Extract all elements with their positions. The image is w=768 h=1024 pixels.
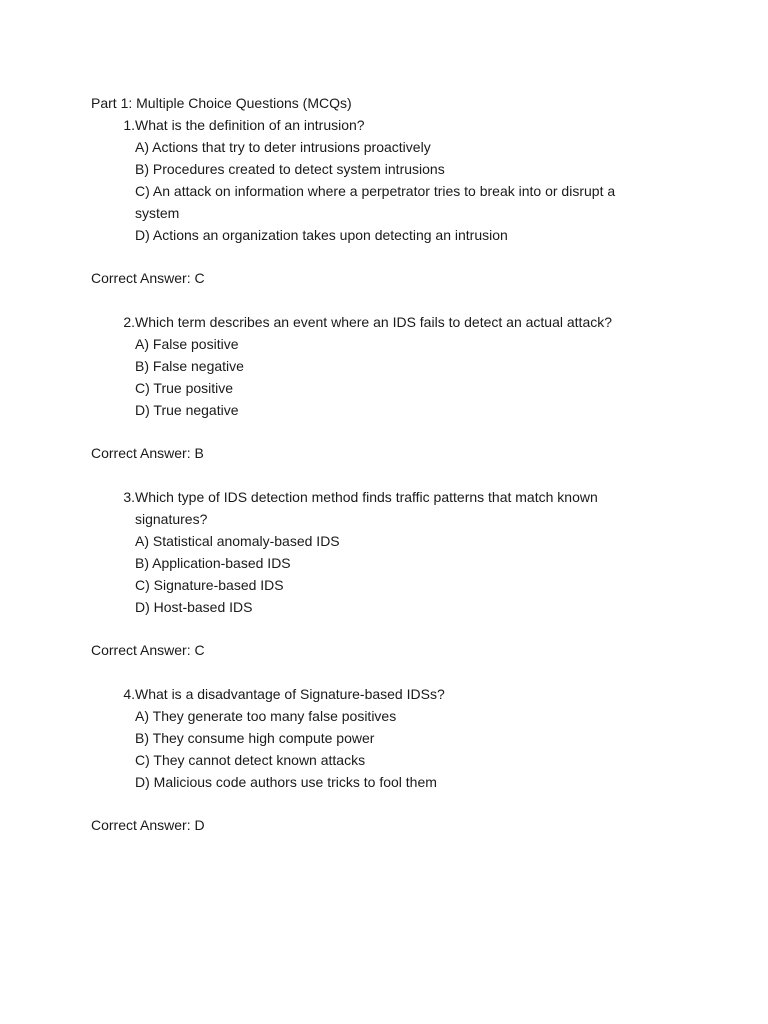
option-d: D) Malicious code authors use tricks to fool them — [135, 774, 437, 790]
question-3 — [91, 486, 651, 618]
section-heading: Part 1: Multiple Choice Questions (MCQs) — [91, 95, 352, 111]
option-list — [135, 333, 651, 421]
option-list — [135, 530, 651, 618]
option-list — [135, 705, 651, 793]
option-list — [135, 136, 651, 246]
option-d: D) Actions an organization takes upon detecting an intrusion — [135, 227, 508, 243]
option-c: C) They cannot detect known attacks — [135, 752, 366, 768]
question-number: 3. — [123, 489, 135, 505]
option-a: A) Statistical anomaly-based IDS — [135, 533, 340, 549]
correct-answer: Correct Answer: C — [91, 642, 205, 658]
question-1 — [91, 114, 651, 246]
option-b: B) False negative — [135, 358, 244, 374]
option-b: B) Application-based IDS — [135, 555, 291, 571]
option-c: C) True positive — [135, 380, 234, 396]
option-a: A) Actions that try to deter intrusions proactively — [135, 139, 431, 155]
correct-answer: Correct Answer: B — [91, 445, 204, 461]
option-b: B) They consume high compute power — [135, 730, 375, 746]
option-a: A) They generate too many false positives — [135, 708, 397, 724]
question-number: 2. — [123, 314, 135, 330]
question-2 — [91, 311, 651, 421]
question-4 — [91, 683, 651, 793]
question-text: Which term describes an event where an IDS fails to detect an actual attack? — [135, 314, 613, 330]
option-d: D) True negative — [135, 402, 239, 418]
question-number: 1. — [123, 117, 135, 133]
question-number: 4. — [123, 686, 135, 702]
option-a: A) False positive — [135, 336, 239, 352]
option-c: C) An attack on information where a perpetrator tries to break into or disrupt a system — [135, 183, 616, 221]
correct-answer: Correct Answer: C — [91, 270, 205, 286]
option-d: D) Host-based IDS — [135, 599, 253, 615]
question-text: What is a disadvantage of Signature-based IDSs? — [135, 686, 445, 702]
question-text: What is the definition of an intrusion? — [135, 117, 365, 133]
option-c: C) Signature-based IDS — [135, 577, 284, 593]
document-page — [91, 92, 651, 836]
option-b: B) Procedures created to detect system intrusions — [135, 161, 445, 177]
correct-answer: Correct Answer: D — [91, 817, 205, 833]
question-text: Which type of IDS detection method finds traffic patterns that match known signatures? — [135, 489, 598, 527]
